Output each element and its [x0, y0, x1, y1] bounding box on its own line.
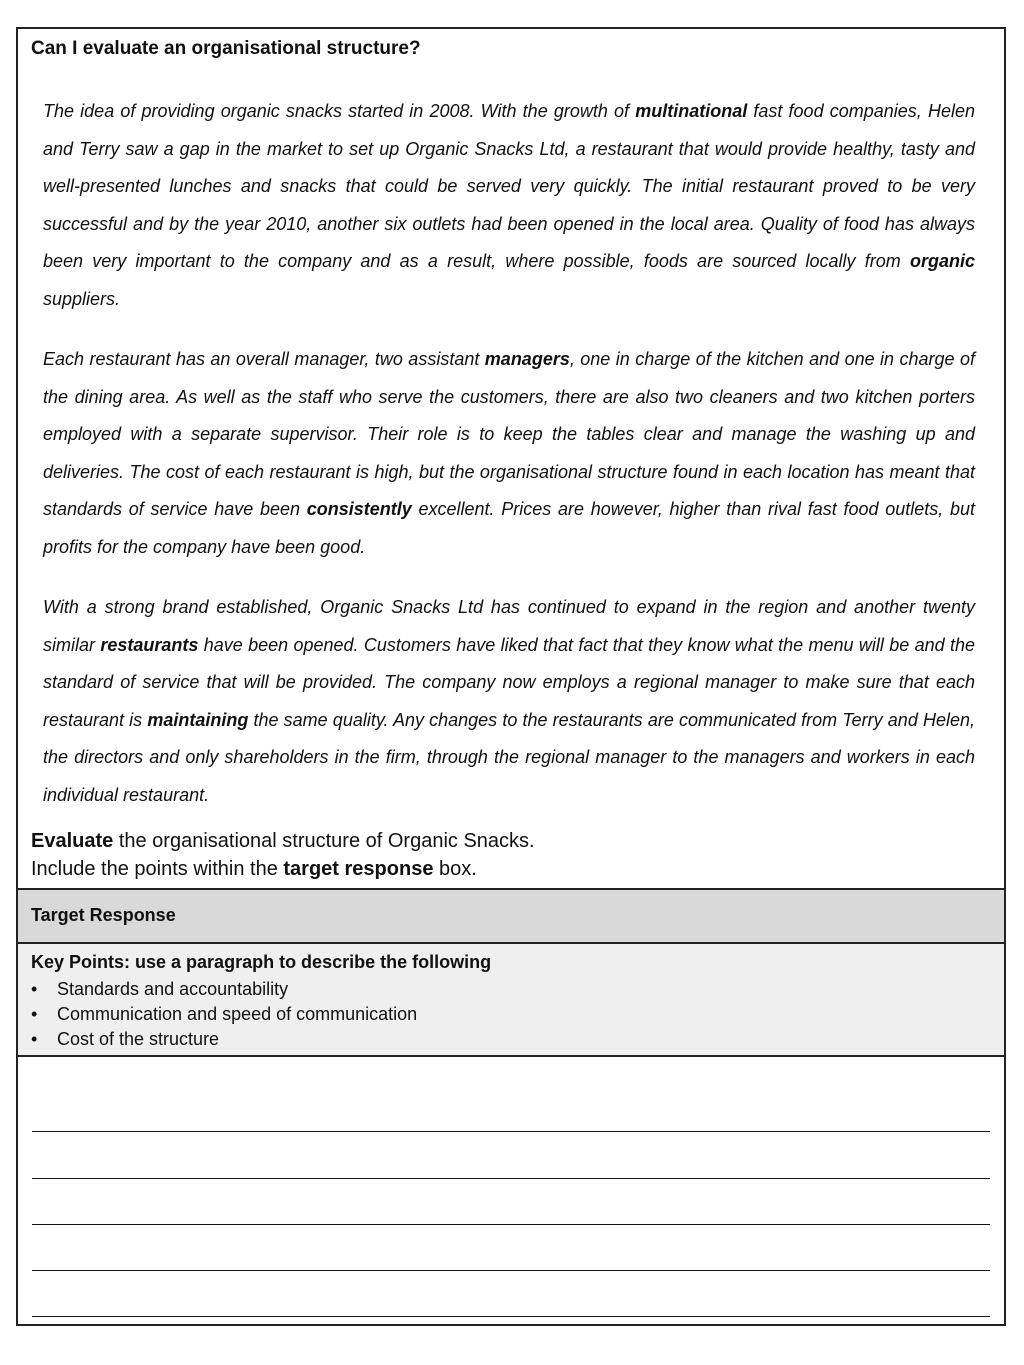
text-span: Each restaurant has an overall manager, two assistant: [43, 349, 485, 369]
case-paragraph-3: [43, 589, 975, 815]
answer-area[interactable]: [18, 1057, 1004, 1326]
text-span: The idea of providing organic snacks started in 2008. With the growth of: [43, 101, 636, 121]
question-title: Can I evaluate an organisational structure?: [31, 38, 421, 59]
key-points-list: [31, 977, 417, 1052]
text-span: the same quality. Any changes to the restaurants are communicated from Terry and Helen, the directors and only shareholders in the firm, through the regional manager to the managers and workers in each individual restaurant.: [43, 709, 976, 805]
task-line-2: [31, 855, 535, 883]
text-span: box.: [433, 858, 477, 880]
keyword: target response: [283, 858, 434, 880]
case-paragraph-1: [43, 93, 975, 319]
keyword: managers: [484, 349, 570, 369]
answer-line[interactable]: [32, 1131, 990, 1132]
worksheet: [16, 27, 1006, 1326]
list-item: • Cost of the structure: [31, 1027, 417, 1052]
text-span: Include the points within the: [31, 858, 284, 880]
key-points-title: Key Points: use a paragraph to describe the following: [31, 952, 492, 972]
answer-line[interactable]: [32, 1224, 990, 1225]
answer-line[interactable]: [32, 1178, 990, 1179]
case-study-box: [18, 29, 1004, 888]
keyword: restaurants: [100, 634, 199, 655]
key-points-box: [18, 944, 1004, 1057]
answer-line[interactable]: [32, 1316, 990, 1317]
text-span: suppliers.: [43, 288, 121, 309]
text-span: the organisational structure of Organic Snacks.: [113, 830, 535, 852]
task-verb: Evaluate: [31, 830, 114, 852]
answer-line[interactable]: [32, 1270, 990, 1271]
list-item: • Standards and accountability: [31, 977, 417, 1002]
keyword: multinational: [635, 101, 748, 121]
text-span: fast food companies, Helen and Terry saw a gap in the market to set up Organic Snacks Ltd, a restaurant that would provide healthy, tasty and well-presented lunches and snacks that could be served very quickly. The initial restaurant proved to be very successful and by the year 2010, another six outlets had been opened in the local area. Quality of food has always been very important to the company and as a result, where possible, foods are sourced locally from: [43, 101, 975, 272]
text-span: have been opened. Customers have liked that fact that they know what the menu will be and the standard of service that will be provided. The company now employs a regional manager to make sure that each restaurant is: [43, 634, 975, 730]
keyword: maintaining: [147, 709, 249, 730]
case-paragraph-2: [43, 341, 975, 567]
task-line-1: [31, 827, 535, 855]
target-response-title: Target Response: [31, 905, 176, 925]
keyword: consistently: [306, 499, 412, 520]
text-span: With a strong brand established, Organic Snacks Ltd has continued to expand in the region and another twenty similar: [43, 597, 975, 655]
target-response-header: [18, 888, 1004, 944]
text-span: , one in charge of the kitchen and one in charge of the dining area. As well as the staff who serve the customers, there are also two cleaners and two kitchen porters employed with a separate supervisor. Their role is to keep the tables clear and manage the washing up and deliveries. The cost of each restaurant is high, but the organisational structure found in each location has meant that standards of service have been: [43, 349, 975, 520]
text-span: excellent. Prices are however, higher than rival fast food outlets, but profits for the company have been good.: [43, 499, 975, 557]
keyword: organic: [909, 251, 975, 272]
task-instructions: [31, 827, 535, 883]
list-item: • Communication and speed of communication: [31, 1002, 417, 1027]
